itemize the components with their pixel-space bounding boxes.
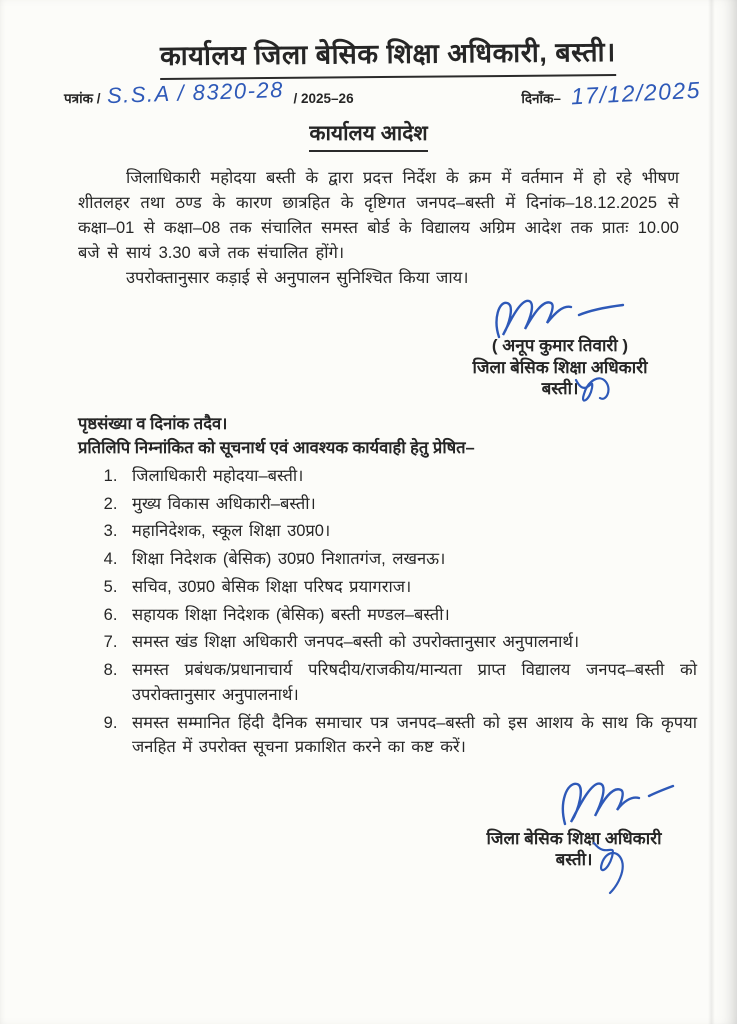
signatory-place: बस्ती। (541, 378, 579, 398)
page-date-note: पृष्ठसंख्या व दिनांक तदैव। (78, 415, 228, 434)
letter-no-handwritten: S.S.A / 8320-28 (105, 76, 284, 109)
distribution-item: 5. सचिव, उ0प्र0 बेसिक शिक्षा परिषद प्रयागराज। (124, 575, 697, 600)
distribution-item: 2. मुख्य विकास अधिकारी–बस्ती। (124, 492, 697, 517)
copy-forward-note: प्रतिलिपि निम्नांकित को सूचनार्थ एवं आवश्यक कार्यवाही हेतु प्रेषित– (78, 439, 475, 458)
date-handwritten: 17/12/2025 (570, 76, 702, 110)
office-title-text: कार्यालय जिला बेसिक शिक्षा अधिकारी, बस्ती। (159, 32, 615, 80)
distribution-item: 4. शिक्षा निदेशक (बेसिक) उ0प्र0 निशातगंज, लखनऊ। (124, 547, 697, 572)
letter-meta-row (64, 76, 702, 110)
order-compliance-line: उपरोक्तानुसार कड़ाई से अनुपालन सुनिश्चित किया जाय। (126, 269, 469, 288)
footer-signatory-designation: जिला बेसिक शिक्षा अधिकारी (486, 829, 662, 849)
order-body-paragraph: जिलाधिकारी महोदया बस्ती के द्वारा प्रदत्त निर्देश के क्रम में वर्तमान में हो रहे भीषण शीतलहर तथा ठण्ड के कारण छात्रहित के दृष्टिगत जनपद–बस्ती में दिनांक–18.12.2025 से कक्षा–01 से कक्षा–08 तक संचालित समस्त बोर्ड के विद्यालय अग्रिम आदेश तक प्रातः 10.00 बजे से सायं 3.30 बजे तक संचालित होंगे। (78, 169, 679, 263)
distribution-item: 7. समस्त खंड शिक्षा अधिकारी जनपद–बस्ती को उपरोक्तानुसार अनुपालनार्थ। (124, 630, 697, 655)
date-group (521, 76, 702, 110)
order-heading (0, 119, 737, 152)
office-title (108, 34, 667, 78)
date-label: दिनाँक– (521, 91, 561, 106)
distribution-item: 3. महानिदेशक, स्कूल शिक्षा उ0प्र0। (124, 519, 697, 544)
letter-no-label: पत्रांक / (64, 91, 101, 106)
distribution-item: 9. समस्त सम्मानित हिंदी दैनिक समाचार पत्र जनपद–बस्ती को इस आशय के साथ कि कृपया जनहित में उपरोक्त सूचना प्रकाशित करने का कष्ट करें। (124, 711, 697, 761)
signature-block-footer (459, 776, 689, 871)
footer-signatory-place: बस्ती। (555, 850, 593, 870)
distribution-item: 8. समस्त प्रबंधक/प्रधानाचार्य परिषदीय/राजकीय/मान्यता प्राप्त विद्यालय जनपद–बस्ती को उपरोक्तानुसार अनुपालनार्थ। (124, 658, 697, 708)
signature-block-officer (435, 293, 685, 399)
order-heading-text: कार्यालय आदेश (309, 119, 427, 152)
paper-crease (708, 0, 715, 1024)
distribution-item: 1. जिलाधिकारी महोदया–बस्ती। (124, 464, 697, 489)
letter-no-year: / 2025–26 (293, 91, 354, 106)
signatory-place-row (542, 378, 579, 399)
distribution-item: 6. सहायक शिक्षा निदेशक (बेसिक) बस्ती मण्डल–बस्ती। (124, 603, 697, 628)
distribution-list (78, 464, 697, 760)
signatory-name: ( अनूप कुमार तिवारी ) (491, 336, 629, 356)
signatory-designation: जिला बेसिक शिक्षा अधिकारी (472, 357, 648, 377)
signature-ink-icon (549, 776, 679, 832)
footer-signatory-place-row (556, 849, 593, 870)
